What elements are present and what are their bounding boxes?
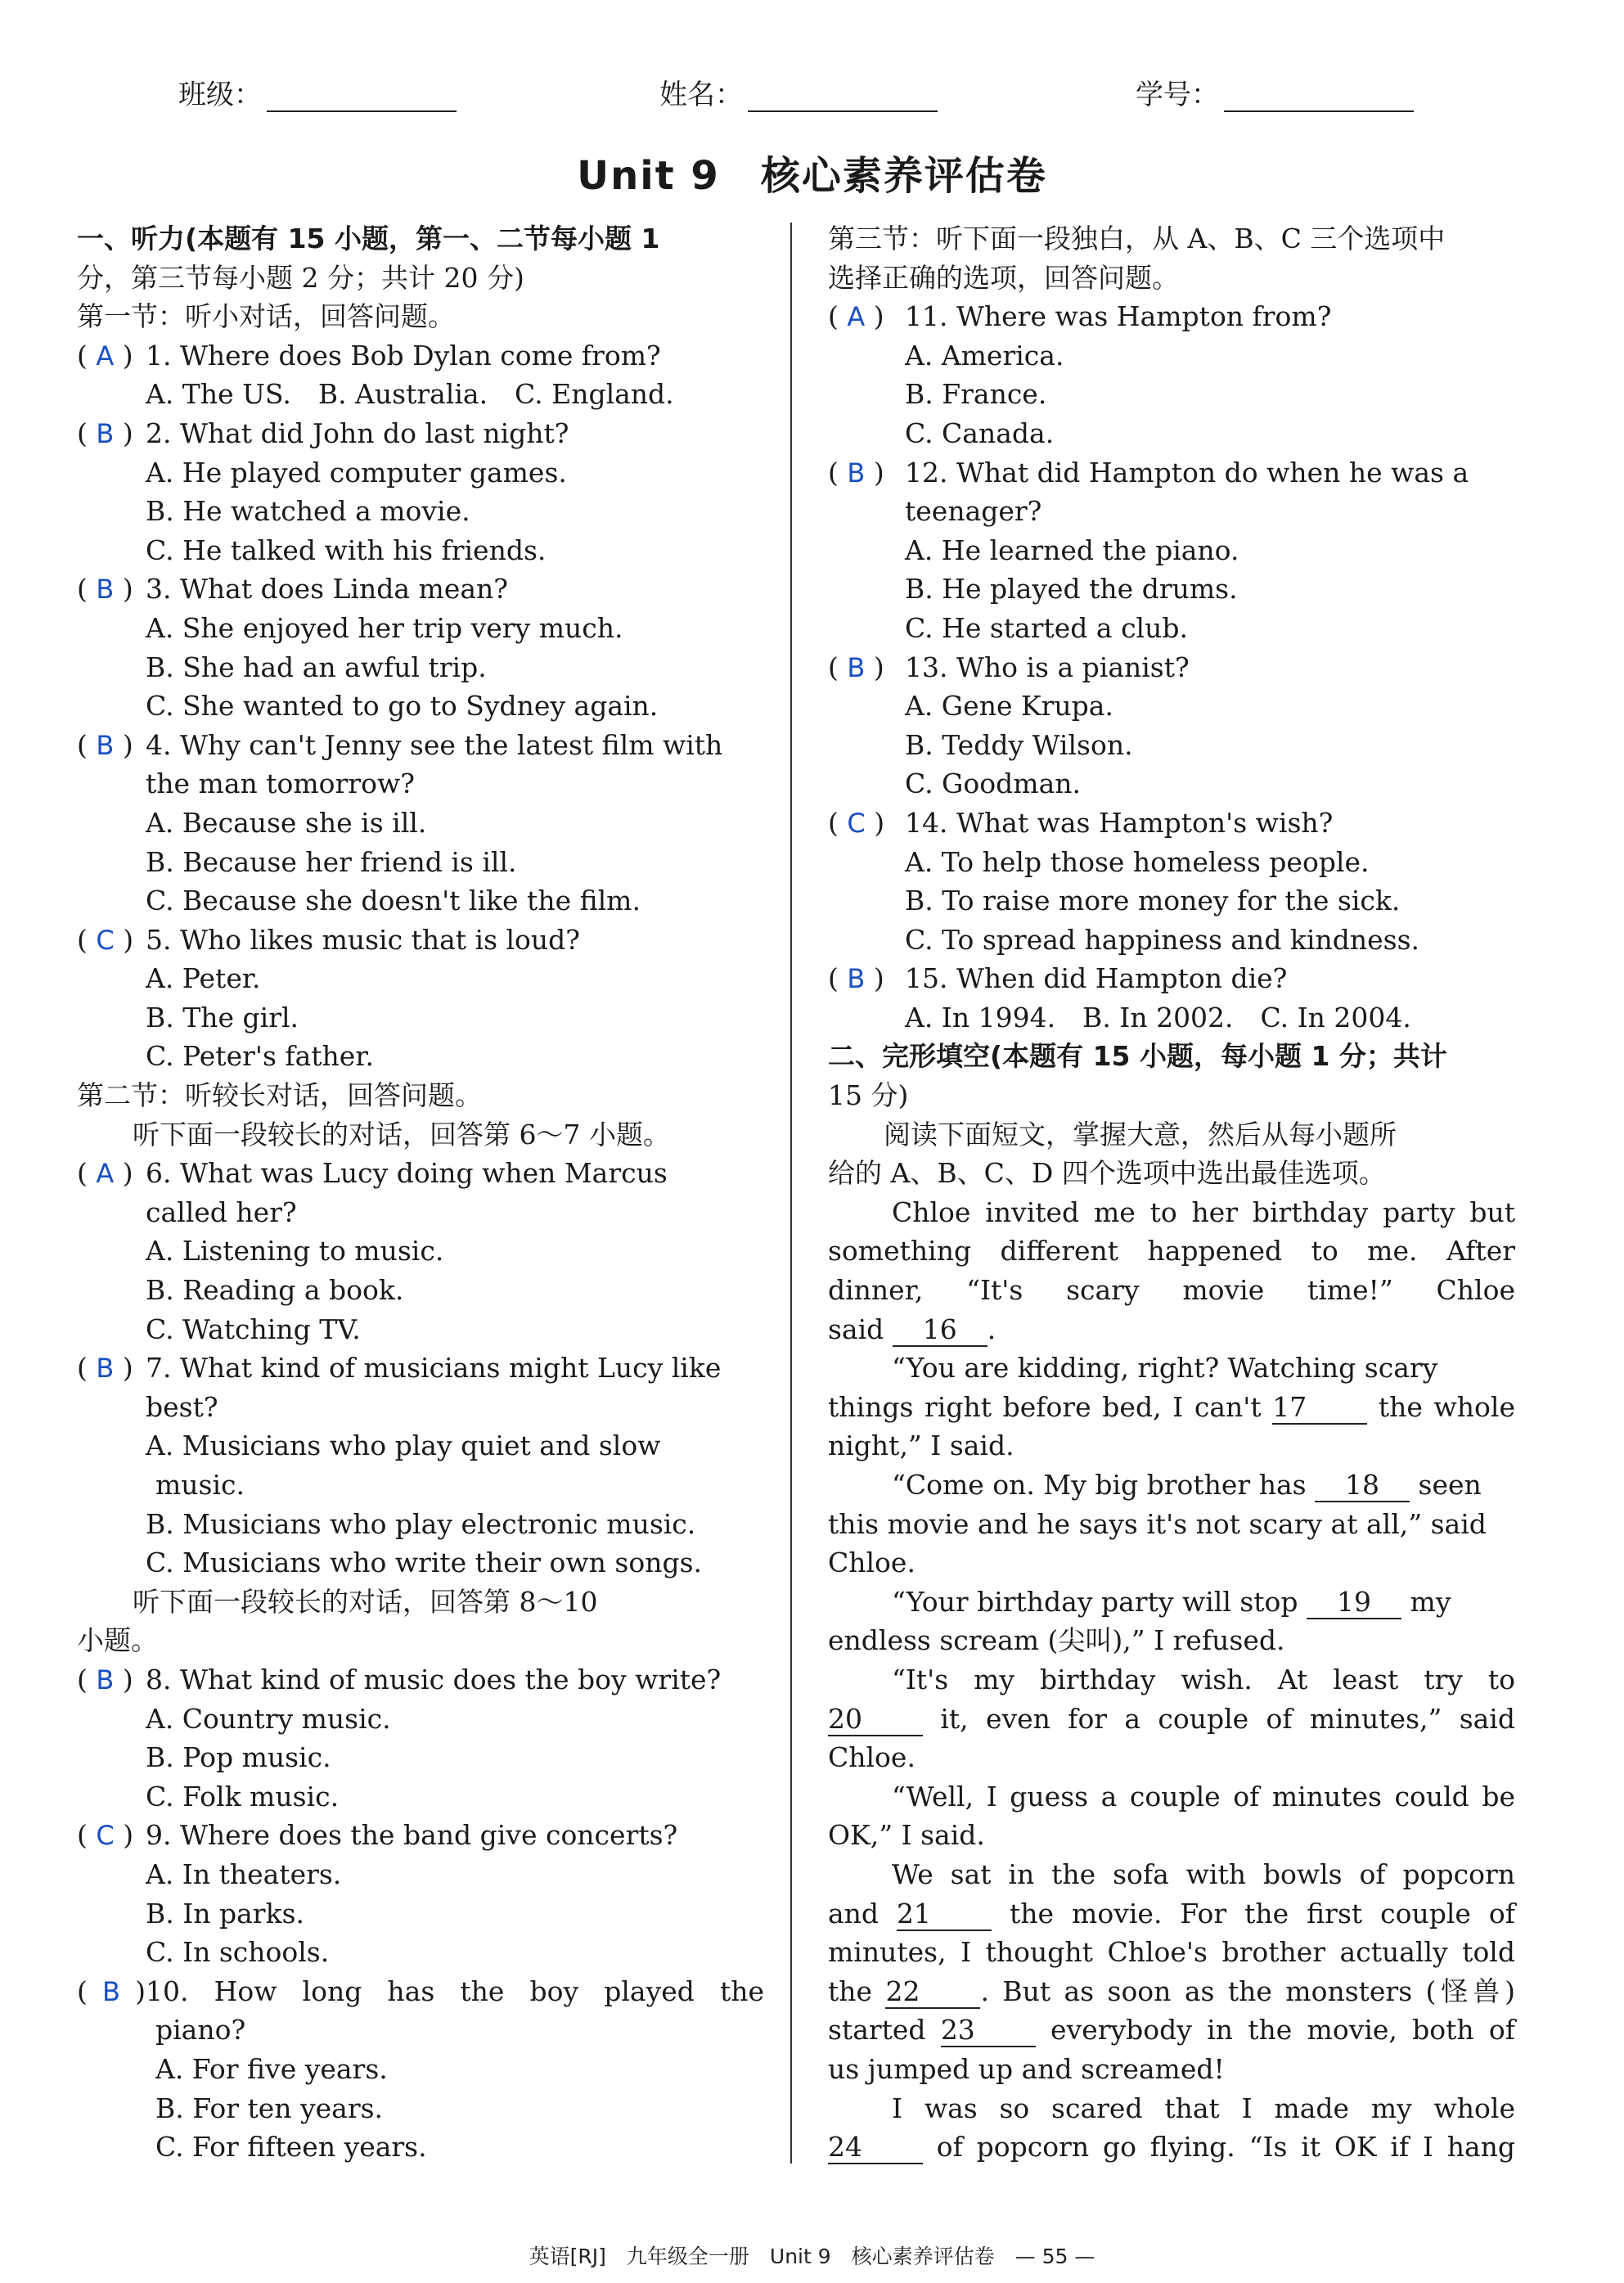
passage-text: “You are kidding, right? Watching scary bbox=[892, 1352, 1438, 1385]
line-text: 15 分) bbox=[828, 1079, 909, 1112]
passage-line bbox=[828, 1232, 1515, 1271]
passage-text: everybody in the movie, both of bbox=[1035, 2014, 1515, 2047]
question-line bbox=[77, 1972, 764, 2011]
option-line bbox=[77, 959, 764, 998]
paren-close: ) bbox=[114, 573, 133, 606]
answer-bracket[interactable] bbox=[77, 570, 146, 610]
option-text: called her? bbox=[146, 1196, 297, 1228]
passage-line bbox=[828, 1660, 1515, 1700]
option-line bbox=[77, 881, 764, 921]
paren-open: ( bbox=[77, 1975, 103, 2007]
answer-letter: B bbox=[96, 1664, 115, 1695]
paren-open: ( bbox=[828, 651, 848, 683]
option-line bbox=[77, 1894, 764, 1934]
paren-close: ) bbox=[865, 456, 884, 489]
option-text: C. She wanted to go to Sydney again. bbox=[146, 690, 659, 723]
option-line bbox=[828, 609, 1515, 648]
answer-bracket[interactable] bbox=[77, 1660, 146, 1700]
text-line bbox=[828, 1816, 1515, 1855]
passage-text: I was so scared that I made my whole bbox=[892, 2092, 1515, 2124]
text-line bbox=[828, 2050, 1515, 2089]
cloze-blank[interactable]: 22 bbox=[885, 1976, 980, 2009]
passage-text: my bbox=[1401, 1585, 1451, 1618]
option-line bbox=[77, 687, 764, 726]
answer-bracket[interactable] bbox=[77, 336, 146, 376]
paren-open: ( bbox=[828, 300, 848, 333]
section-heading-text: 二、完形填空(本题有 15 小题，每小题 1 分；共计 bbox=[828, 1040, 1447, 1073]
option-text: A. Peter. bbox=[146, 962, 261, 995]
passage-line bbox=[828, 1583, 1515, 1622]
question-text: 8. What kind of music does the boy write? bbox=[146, 1663, 722, 1695]
question-line bbox=[77, 1816, 764, 1855]
option-line bbox=[77, 1271, 764, 1310]
instruction-text: 听下面一段较长的对话，回答第 6～7 小题。 bbox=[133, 1118, 670, 1151]
option-text: A. In 1994. B. In 2002. C. In 2004. bbox=[905, 1001, 1411, 1033]
paren-open: ( bbox=[77, 1157, 97, 1190]
answer-bracket[interactable] bbox=[828, 453, 905, 493]
option-text: B. He watched a movie. bbox=[146, 495, 470, 528]
line-text: 选择正确的选项，回答问题。 bbox=[828, 261, 1179, 294]
answer-letter: C bbox=[96, 924, 115, 956]
answer-letter: B bbox=[847, 651, 866, 683]
answer-bracket[interactable] bbox=[77, 1154, 146, 1194]
option-text: B. Pop music. bbox=[146, 1741, 331, 1774]
question-line bbox=[828, 959, 1515, 998]
option-text: teenager? bbox=[905, 495, 1042, 528]
answer-letter: B bbox=[96, 417, 115, 449]
question-text: 7. What kind of musicians might Lucy like bbox=[146, 1352, 722, 1385]
instruction-line bbox=[828, 1115, 1515, 1155]
question-line bbox=[77, 726, 764, 765]
option-line bbox=[77, 1193, 764, 1232]
passage-line bbox=[828, 1894, 1515, 1934]
option-text: B. Because her friend is ill. bbox=[146, 845, 517, 878]
option-text: A. Listening to music. bbox=[146, 1235, 444, 1268]
line-text: Chloe. bbox=[828, 1547, 915, 1579]
paren-close: ) bbox=[114, 923, 134, 956]
option-line bbox=[77, 2011, 764, 2050]
answer-bracket[interactable] bbox=[828, 297, 905, 337]
passage-text: it, even for a couple of minutes,” said bbox=[923, 1702, 1515, 1735]
option-line bbox=[828, 375, 1515, 414]
text-line bbox=[828, 259, 1515, 298]
paren-open: ( bbox=[77, 339, 97, 371]
option-line bbox=[77, 1738, 764, 1777]
option-line bbox=[77, 998, 764, 1038]
passage-text: minutes, I thought Chloe's brother actually told bbox=[828, 1936, 1515, 1969]
option-text: best? bbox=[146, 1390, 218, 1423]
option-line bbox=[77, 764, 764, 804]
option-text: B. In parks. bbox=[146, 1897, 305, 1930]
option-text: C. In schools. bbox=[146, 1936, 330, 1969]
line-text: 第二节：听较长对话，回答问题。 bbox=[77, 1079, 482, 1112]
answer-bracket[interactable] bbox=[77, 726, 146, 766]
question-line bbox=[77, 414, 764, 453]
question-line bbox=[77, 1349, 764, 1388]
cloze-blank[interactable]: 23 bbox=[941, 2015, 1036, 2047]
option-line bbox=[828, 843, 1515, 882]
answer-letter: B bbox=[96, 574, 115, 606]
option-text: A. For five years. bbox=[155, 2052, 388, 2085]
passage-line bbox=[828, 1193, 1515, 1232]
text-line bbox=[828, 1738, 1515, 1777]
answer-bracket[interactable] bbox=[77, 414, 146, 454]
question-text: 6. What was Lucy doing when Marcus bbox=[146, 1157, 668, 1190]
id-blank[interactable] bbox=[1224, 78, 1414, 112]
text-line bbox=[828, 219, 1515, 259]
passage-line bbox=[828, 2128, 1515, 2167]
option-text: A. Gene Krupa. bbox=[905, 690, 1113, 723]
option-line bbox=[77, 1777, 764, 1817]
paren-close: ) bbox=[114, 728, 133, 761]
line-text: 小题。 bbox=[77, 1624, 158, 1657]
passage-text: said bbox=[828, 1313, 893, 1345]
paren-open: ( bbox=[828, 962, 848, 995]
question-text: 1. Where does Bob Dylan come from? bbox=[146, 339, 661, 371]
paren-open: ( bbox=[828, 456, 848, 489]
option-line bbox=[77, 1933, 764, 1972]
option-text: C. Peter's father. bbox=[146, 1040, 374, 1073]
text-line bbox=[828, 1621, 1515, 1660]
passage-text: started bbox=[828, 2014, 941, 2047]
answer-bracket[interactable] bbox=[77, 921, 146, 961]
question-line bbox=[77, 1154, 764, 1193]
question-text: 14. What was Hampton's wish? bbox=[905, 806, 1334, 839]
paren-open: ( bbox=[77, 1352, 97, 1385]
answer-bracket[interactable] bbox=[828, 959, 905, 999]
passage-line bbox=[828, 1271, 1515, 1310]
passage-line bbox=[828, 1777, 1515, 1817]
passage-text: . bbox=[987, 1313, 996, 1345]
cloze-blank[interactable]: 17 bbox=[1272, 1392, 1367, 1425]
paren-close: ) bbox=[114, 1157, 133, 1190]
text-line bbox=[828, 1505, 1515, 1544]
question-text: 3. What does Linda mean? bbox=[146, 573, 508, 606]
option-text: C. Goodman. bbox=[905, 768, 1081, 800]
cloze-blank[interactable]: 24 bbox=[828, 2132, 923, 2164]
passage-text: dinner, “It's scary movie time!” Chloe bbox=[828, 1274, 1515, 1307]
option-text: C. He talked with his friends. bbox=[146, 534, 547, 566]
passage-text: “Well, I guess a couple of minutes could be bbox=[892, 1780, 1515, 1812]
question-line bbox=[77, 1660, 764, 1700]
paren-close: ) bbox=[114, 1819, 134, 1852]
option-text: A. He played computer games. bbox=[146, 456, 567, 489]
passage-text: Chloe invited me to her birthday party but bbox=[892, 1196, 1515, 1228]
answer-letter: B bbox=[96, 1353, 115, 1385]
line-text: Chloe. bbox=[828, 1741, 915, 1774]
option-text: C. Musicians who write their own songs. bbox=[146, 1547, 703, 1579]
paren-open: ( bbox=[77, 1819, 97, 1852]
option-line bbox=[77, 843, 764, 882]
option-text: C. For fifteen years. bbox=[155, 2131, 427, 2164]
text-line bbox=[77, 297, 764, 336]
option-line bbox=[828, 414, 1515, 453]
passage-line bbox=[828, 1855, 1515, 1894]
passage-line bbox=[828, 1466, 1515, 1505]
paren-close: ) bbox=[865, 806, 885, 839]
line-text: endless scream (尖叫),” I refused. bbox=[828, 1624, 1285, 1657]
id-label: 学号： bbox=[1136, 79, 1219, 111]
answer-letter: A bbox=[847, 301, 866, 333]
instruction-line bbox=[77, 1583, 764, 1622]
option-line bbox=[77, 648, 764, 687]
left-column bbox=[77, 219, 764, 2167]
option-text: B. Reading a book. bbox=[146, 1274, 404, 1307]
answer-bracket[interactable] bbox=[828, 804, 905, 844]
question-line bbox=[77, 570, 764, 609]
option-line bbox=[77, 2089, 764, 2128]
question-text: 11. Where was Hampton from? bbox=[905, 300, 1332, 333]
option-text: B. To raise more money for the sick. bbox=[905, 885, 1401, 917]
header bbox=[0, 72, 1624, 121]
question-line bbox=[828, 453, 1515, 493]
question-text: 15. When did Hampton die? bbox=[905, 962, 1288, 995]
question-text: 13. Who is a pianist? bbox=[905, 651, 1190, 683]
option-line bbox=[828, 570, 1515, 609]
cloze-blank[interactable]: 19 bbox=[1307, 1587, 1401, 1619]
option-line bbox=[77, 1855, 764, 1894]
paren-open: ( bbox=[77, 1663, 97, 1695]
option-line bbox=[828, 687, 1515, 726]
answer-letter: C bbox=[847, 807, 866, 839]
paren-close: ) bbox=[114, 1352, 133, 1385]
option-text: piano? bbox=[155, 2014, 246, 2047]
passage-text: the bbox=[828, 1975, 886, 2007]
line-text: 第三节：听下面一段独白，从 A、B、C 三个选项中 bbox=[828, 223, 1446, 254]
passage-line bbox=[828, 2011, 1515, 2050]
passage-text: “Come on. My big brother has bbox=[892, 1469, 1316, 1501]
paren-open: ( bbox=[828, 806, 848, 839]
option-line bbox=[77, 375, 764, 414]
option-line bbox=[828, 881, 1515, 921]
section-heading bbox=[77, 219, 764, 259]
cloze-blank[interactable]: 16 bbox=[893, 1314, 987, 1347]
answer-letter: B bbox=[102, 1975, 120, 2007]
option-text: A. The US. B. Australia. C. England. bbox=[146, 378, 674, 411]
option-text: C. Watching TV. bbox=[146, 1313, 361, 1345]
passage-text: We sat in the sofa with bowls of popcorn bbox=[892, 1857, 1515, 1890]
option-text: B. The girl. bbox=[146, 1001, 299, 1033]
option-line bbox=[828, 998, 1515, 1038]
instruction-text: 阅读下面短文，掌握大意，然后从每小题所 bbox=[884, 1118, 1397, 1151]
line-text: 给的 A、B、C、D 四个选项中选出最佳选项。 bbox=[828, 1157, 1386, 1190]
question-text: 5. Who likes music that is loud? bbox=[146, 923, 580, 956]
section-heading-text: 一、听力(本题有 15 小题，第一、二节每小题 1 bbox=[77, 223, 660, 254]
name-blank[interactable] bbox=[748, 78, 938, 112]
option-text: A. She enjoyed her trip very much. bbox=[146, 611, 623, 644]
option-text: C. He started a club. bbox=[905, 611, 1188, 644]
answer-letter: A bbox=[96, 340, 115, 371]
passage-text: and bbox=[828, 1897, 897, 1930]
instruction-line bbox=[77, 1115, 764, 1155]
paren-close: ) bbox=[865, 300, 884, 333]
text-line bbox=[828, 1426, 1515, 1466]
option-line bbox=[828, 921, 1515, 960]
paren-open: ( bbox=[77, 573, 97, 606]
question-text: 9. Where does the band give concerts? bbox=[146, 1819, 678, 1852]
question-text: 10. How long has the boy played the bbox=[146, 1975, 764, 2007]
passage-text: of popcorn go flying. “Is it OK if I hang bbox=[923, 2131, 1515, 2164]
question-line bbox=[828, 648, 1515, 687]
paren-open: ( bbox=[77, 728, 97, 761]
section-heading bbox=[828, 1037, 1515, 1076]
passage-text: “It's my birthday wish. At least try to bbox=[892, 1663, 1515, 1695]
text-line bbox=[828, 1543, 1515, 1583]
option-text: A. Country music. bbox=[146, 1702, 391, 1735]
text-line bbox=[77, 1076, 764, 1115]
paren-close: ) bbox=[865, 651, 884, 683]
option-line bbox=[77, 453, 764, 493]
id-field bbox=[1136, 72, 1414, 112]
option-text: A. He learned the piano. bbox=[905, 534, 1239, 566]
passage-text: seen bbox=[1410, 1469, 1482, 1501]
passage-line bbox=[828, 1972, 1515, 2011]
answer-letter: A bbox=[96, 1158, 115, 1190]
option-line bbox=[77, 531, 764, 570]
answer-bracket[interactable] bbox=[77, 1972, 146, 2012]
page-title: Unit 9 核心素养评估卷 bbox=[577, 153, 1047, 199]
option-line bbox=[77, 2050, 764, 2089]
paren-close: ) bbox=[114, 339, 133, 371]
passage-text: the movie. For the first couple of bbox=[992, 1897, 1515, 1930]
option-text: C. Folk music. bbox=[146, 1780, 340, 1812]
cloze-blank[interactable]: 18 bbox=[1315, 1470, 1410, 1502]
option-line bbox=[77, 1037, 764, 1076]
option-text: A. In theaters. bbox=[146, 1857, 342, 1890]
text-line bbox=[828, 1076, 1515, 1115]
question-text: 2. What did John do last night? bbox=[146, 417, 569, 449]
passage-text: the whole bbox=[1367, 1390, 1515, 1423]
line-text: 第一节：听小对话，回答问题。 bbox=[77, 300, 455, 333]
option-line bbox=[77, 1543, 764, 1583]
answer-bracket[interactable] bbox=[828, 648, 905, 688]
right-column bbox=[828, 219, 1515, 2167]
instruction-text: 听下面一段较长的对话，回答第 8～10 bbox=[133, 1585, 598, 1618]
paren-close: ) bbox=[119, 1975, 146, 2007]
cloze-blank[interactable]: 20 bbox=[828, 1704, 923, 1736]
option-text: B. Teddy Wilson. bbox=[905, 728, 1133, 761]
name-label: 姓名： bbox=[659, 79, 743, 111]
class-field bbox=[178, 72, 457, 112]
question-line bbox=[828, 804, 1515, 843]
cloze-blank[interactable]: 21 bbox=[897, 1898, 992, 1931]
paren-close: ) bbox=[114, 417, 133, 449]
option-line bbox=[77, 1310, 764, 1349]
passage-line bbox=[828, 2089, 1515, 2128]
passage-line bbox=[828, 1310, 1515, 1349]
answer-bracket[interactable] bbox=[77, 1349, 146, 1389]
option-line bbox=[77, 1426, 764, 1466]
question-line bbox=[77, 336, 764, 376]
option-line bbox=[77, 609, 764, 648]
option-text: B. Musicians who play electronic music. bbox=[146, 1507, 696, 1540]
option-text: A. America. bbox=[905, 339, 1064, 371]
class-label: 班级： bbox=[178, 79, 262, 111]
page-footer: 英语[RJ] 九年级全一册 Unit 9 核心素养评估卷 — 55 — bbox=[529, 2245, 1095, 2268]
column-divider bbox=[790, 223, 792, 2164]
question-line bbox=[828, 297, 1515, 336]
option-text: the man tomorrow? bbox=[146, 768, 415, 800]
answer-letter: C bbox=[96, 1820, 115, 1852]
class-blank[interactable] bbox=[267, 78, 457, 112]
paren-open: ( bbox=[77, 923, 97, 956]
question-text: 12. What did Hampton do when he was a bbox=[905, 456, 1469, 489]
text-line bbox=[828, 1154, 1515, 1193]
text-line bbox=[77, 259, 764, 298]
option-text: B. For ten years. bbox=[155, 2092, 384, 2124]
option-text: music. bbox=[155, 1469, 245, 1501]
option-text: B. He played the drums. bbox=[905, 573, 1238, 606]
option-line bbox=[828, 764, 1515, 804]
question-text: 4. Why can't Jenny see the latest film with bbox=[146, 728, 723, 761]
name-field bbox=[659, 72, 938, 112]
line-text: us jumped up and screamed! bbox=[828, 2052, 1225, 2085]
answer-letter: B bbox=[96, 729, 115, 761]
option-text: A. Because she is ill. bbox=[146, 806, 427, 839]
answer-bracket[interactable] bbox=[77, 1816, 146, 1856]
passage-line bbox=[828, 1933, 1515, 1972]
option-line bbox=[828, 492, 1515, 531]
line-text: this movie and he says it's not scary at all,” said bbox=[828, 1507, 1487, 1540]
option-line bbox=[77, 804, 764, 843]
option-line bbox=[828, 531, 1515, 570]
option-line bbox=[828, 336, 1515, 376]
option-text: A. Musicians who play quiet and slow bbox=[146, 1430, 661, 1462]
line-text: OK,” I said. bbox=[828, 1819, 985, 1852]
option-line bbox=[77, 1466, 764, 1505]
paren-open: ( bbox=[77, 417, 97, 449]
passage-text: “Your birthday party will stop bbox=[892, 1585, 1307, 1618]
option-line bbox=[828, 726, 1515, 765]
answer-letter: B bbox=[847, 963, 866, 995]
option-line bbox=[77, 2128, 764, 2167]
option-text: C. Because she doesn't like the film. bbox=[146, 885, 641, 917]
passage-line bbox=[828, 1388, 1515, 1427]
option-text: C. To spread happiness and kindness. bbox=[905, 923, 1419, 956]
option-text: B. France. bbox=[905, 378, 1047, 411]
line-text: 分，第三节每小题 2 分；共计 20 分) bbox=[77, 261, 524, 294]
question-line bbox=[77, 921, 764, 960]
passage-line bbox=[828, 1349, 1515, 1388]
option-line bbox=[77, 1505, 764, 1544]
paren-close: ) bbox=[865, 962, 884, 995]
option-text: C. Canada. bbox=[905, 417, 1055, 449]
option-text: B. She had an awful trip. bbox=[146, 651, 487, 683]
passage-text: things right before bed, I can't bbox=[828, 1390, 1273, 1423]
option-line bbox=[77, 1700, 764, 1739]
line-text: night,” I said. bbox=[828, 1430, 1014, 1462]
passage-text: something different happened to me. After bbox=[828, 1235, 1515, 1268]
option-text: A. To help those homeless people. bbox=[905, 845, 1370, 878]
option-line bbox=[77, 1388, 764, 1427]
paren-close: ) bbox=[114, 1663, 133, 1695]
option-line bbox=[77, 1232, 764, 1271]
answer-letter: B bbox=[847, 457, 866, 489]
option-line bbox=[77, 492, 764, 531]
text-line bbox=[77, 1621, 764, 1660]
passage-text: . But as soon as the monsters (怪兽) bbox=[980, 1975, 1515, 2007]
passage-line bbox=[828, 1700, 1515, 1739]
